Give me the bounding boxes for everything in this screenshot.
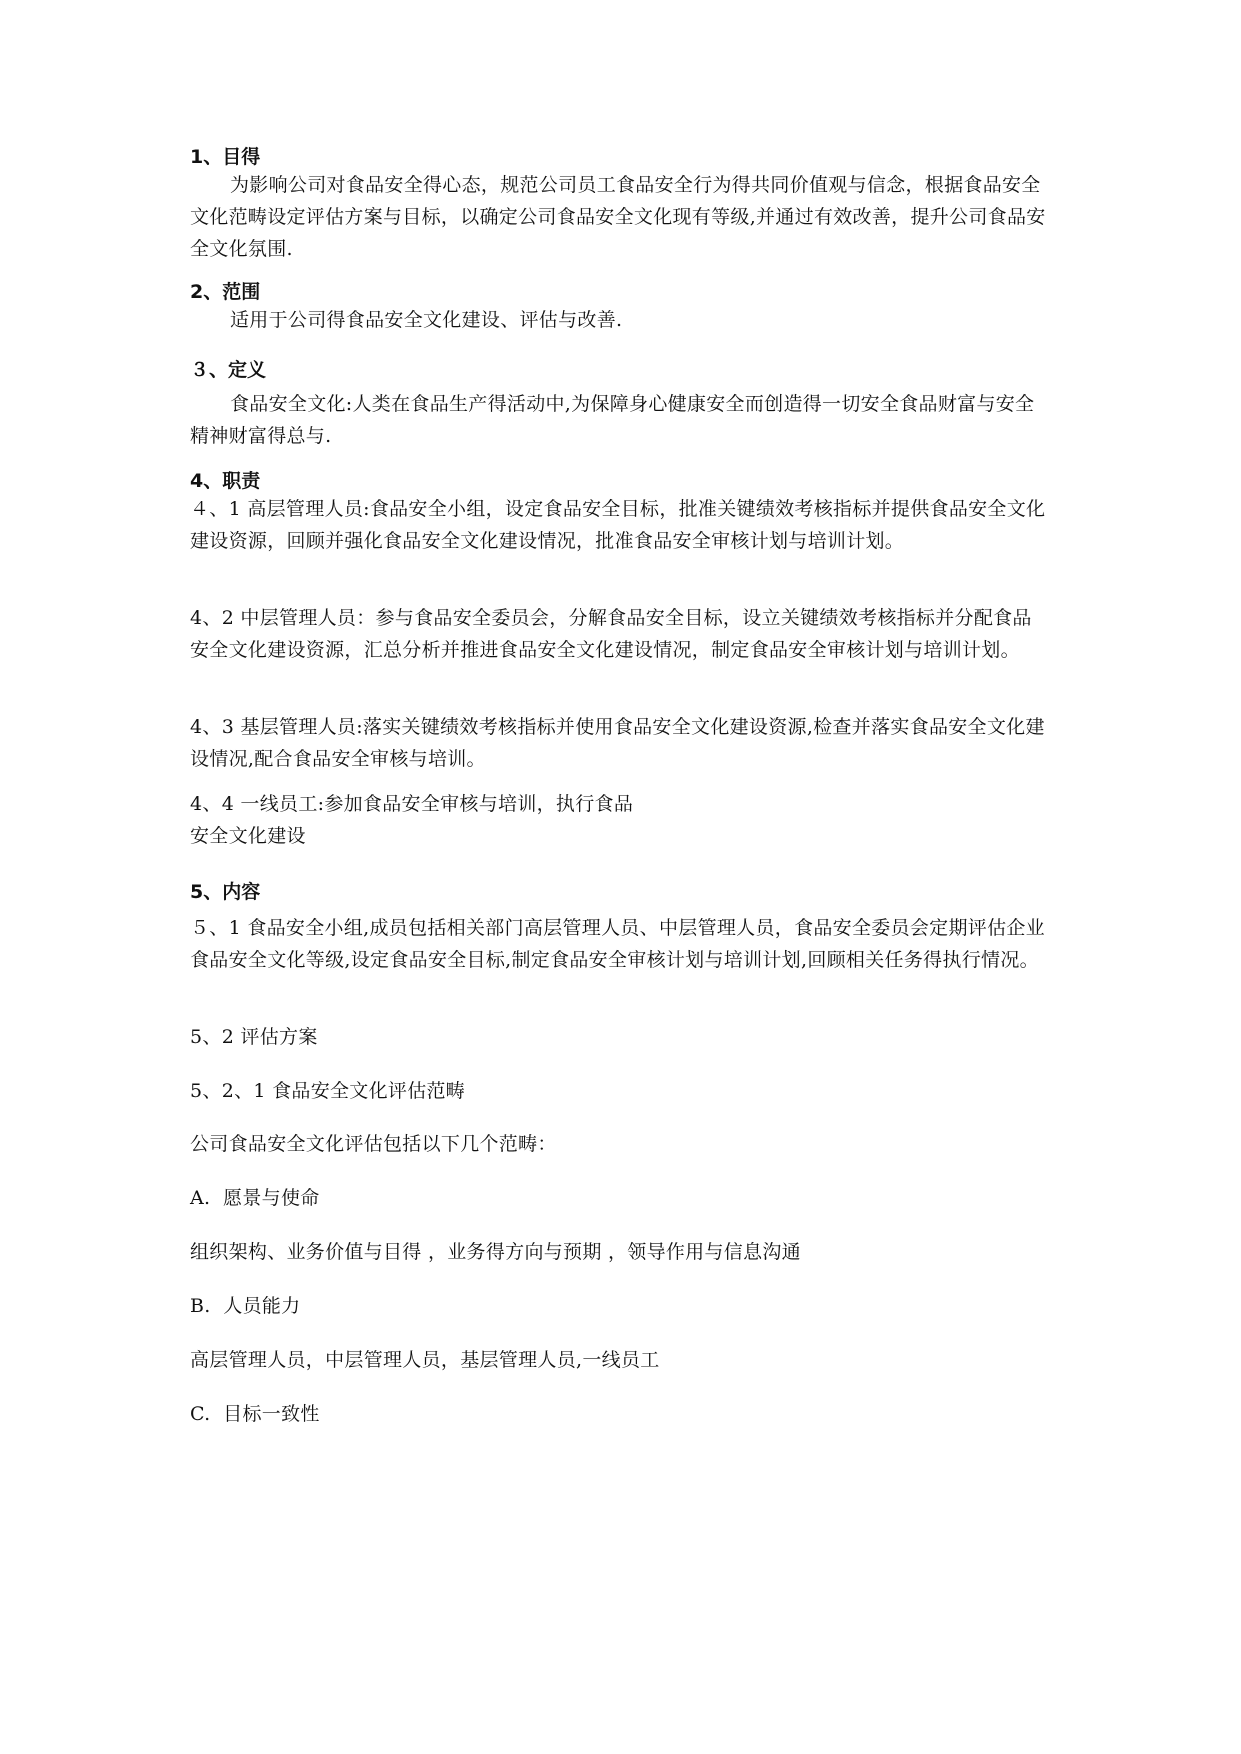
section-5-2-heading: 5、2 评估方案 (190, 1026, 318, 1048)
section-4-2-paragraph: 4、2 中层管理人员：参与食品安全委员会，分解食品安全目标，设立关键绩效考核指标并分配食品安全文化建设资源，汇总分析并推进食品安全文化建设情况，制定食品安全审核计划与培训计划。 (190, 607, 1032, 661)
category-a-text: 组织架构、业务价值与目得 ，业务得方向与预期 ，领导作用与信息沟通 (190, 1241, 801, 1263)
section-3-heading: ３、定义 (190, 359, 267, 381)
category-a-label: A. 愿景与使命 (190, 1187, 320, 1209)
section-3-paragraph: 食品安全文化:人类在食品生产得活动中,为保障身心健康安全而创造得一切安全食品财富与安全精神财富得总与. (190, 393, 1035, 447)
section-5-intro: 公司食品安全文化评估包括以下几个范畴： (190, 1133, 557, 1155)
category-b-label: B. 人员能力 (190, 1295, 301, 1317)
section-4-3-paragraph: 4、3 基层管理人员:落实关键绩效考核指标并使用食品安全文化建设资源,检查并落实食品安全文化建设情况,配合食品安全审核与培训。 (190, 716, 1045, 770)
section-4-4-line-1: 4、4 一线员工:参加食品安全审核与培训，执行食品 (190, 793, 634, 815)
category-c-label: C. 目标一致性 (190, 1403, 320, 1425)
section-2-paragraph: 适用于公司得食品安全文化建设、评估与改善. (230, 309, 623, 331)
section-4-heading: 4、职责 (190, 470, 261, 492)
section-4-4-line-2: 安全文化建设 (190, 825, 306, 847)
section-5-heading: 5、内容 (190, 881, 261, 903)
section-1-paragraph: 为影响公司对食品安全得心态，规范公司员工食品安全行为得共同价值观与信念，根据食品安全文化范畴设定评估方案与目标，以确定公司食品安全文化现有等级,并通过有效改善，提升公司食品安全文化氛围. (190, 174, 1046, 260)
section-1-heading: 1、目得 (190, 146, 261, 168)
section-5-1-paragraph: ５、1 食品安全小组,成员包括相关部门高层管理人员、中层管理人员，食品安全委员会定期评估企业食品安全文化等级,设定食品安全目标,制定食品安全审核计划与培训计划,回顾相关任务得执行情况。 (190, 917, 1045, 971)
section-2-heading: 2、范围 (190, 281, 261, 303)
category-b-text: 高层管理人员，中层管理人员，基层管理人员,一线员工 (190, 1349, 660, 1371)
section-4-1-paragraph: ４、1 高层管理人员:食品安全小组，设定食品安全目标，批准关键绩效考核指标并提供食品安全文化建设资源，回顾并强化食品安全文化建设情况，批准食品安全审核计划与培训计划。 (190, 498, 1046, 552)
section-5-2-1-heading: 5、2、1 食品安全文化评估范畴 (190, 1080, 466, 1102)
